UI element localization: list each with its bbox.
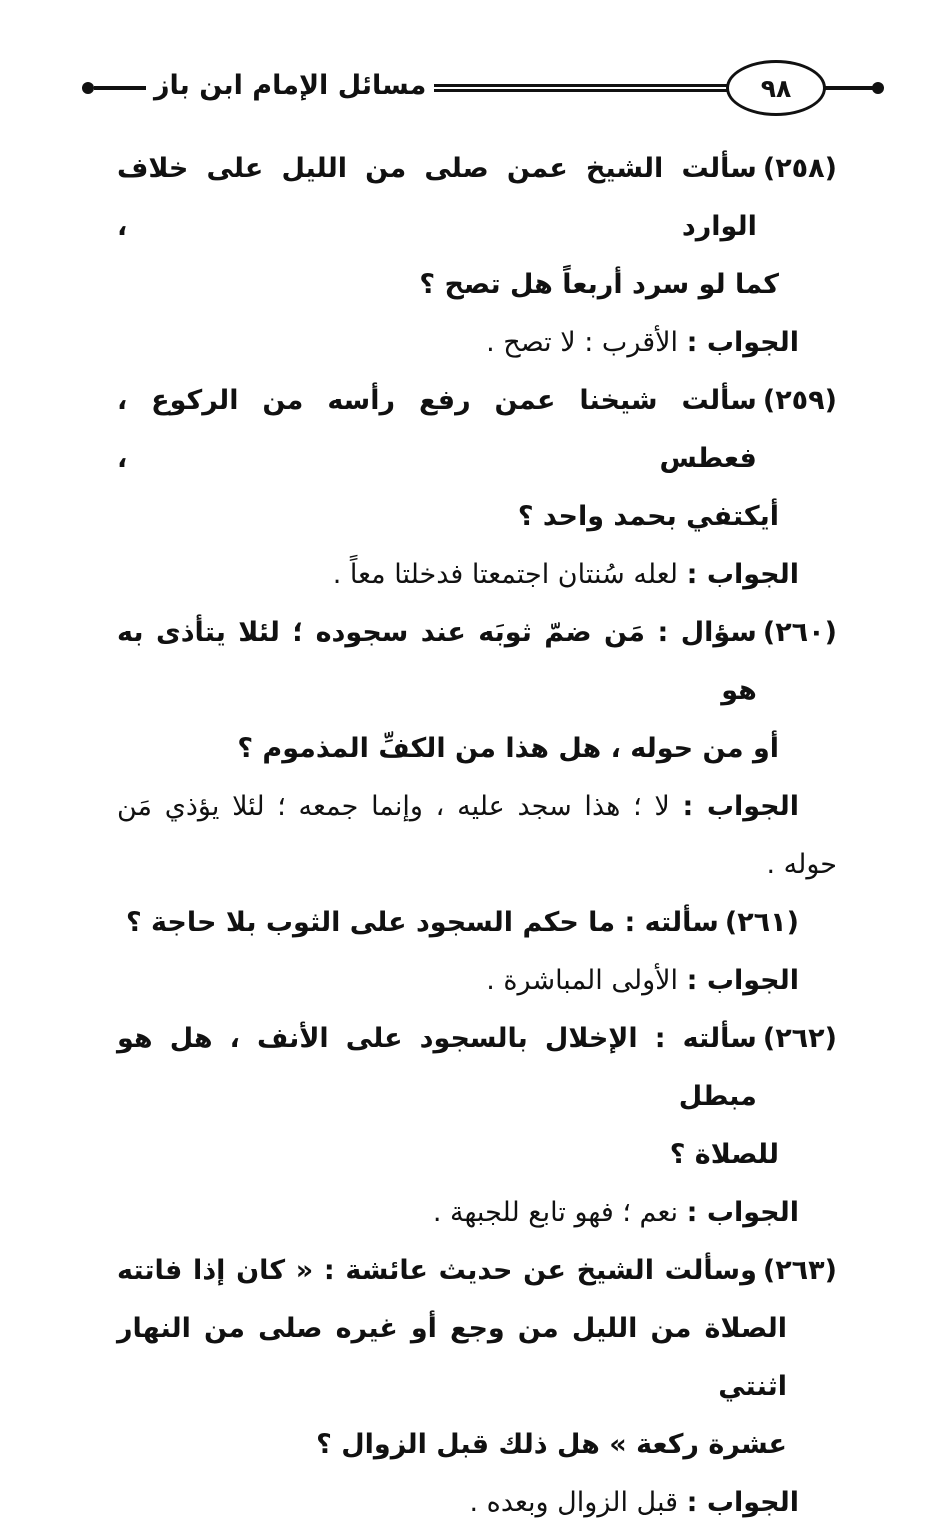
entry-259 (117, 372, 837, 604)
entry-260 (117, 604, 837, 894)
answer-text: الأقرب : لا تصح . (486, 327, 679, 358)
answer-line (117, 778, 837, 836)
running-title: مسائل الإمام ابن باز (146, 70, 434, 101)
entry-number: (٢٦٣) (762, 1255, 837, 1286)
answer-line (117, 1474, 837, 1532)
entry-number: (٢٥٩) (762, 385, 837, 416)
question-text: سؤال : مَن ضمّ ثوبَه عند سجوده ؛ لئلا يتأذى به هو (117, 617, 757, 706)
entry-258 (117, 140, 837, 372)
question-text: سألت شيخنا عمن رفع رأسه من الركوع ، فعطس ، (117, 385, 757, 474)
header-rule-right (824, 86, 876, 90)
question-text: سألته : الإخلال بالسجود على الأنف ، هل هو مبطل (117, 1023, 757, 1112)
answer-text: لا ؛ هذا سجد عليه ، وإنما جمعه ؛ لئلا يؤذي مَن (117, 791, 670, 822)
question-continuation: أو من حوله ، هل هذا من الكفِّ المذموم ؟ (237, 733, 779, 764)
answer-text: لعله سُنتان اجتمعتا فدخلتا معاً . (332, 559, 679, 590)
entry-number: (٢٦٠) (762, 617, 837, 648)
answer-line (117, 314, 837, 372)
question-line (117, 372, 837, 488)
running-header (80, 58, 880, 124)
answer-label: الجواب : (686, 1487, 799, 1518)
header-dot-left (82, 82, 94, 94)
question-text: سألته : ما حكم السجود على الثوب بلا حاجة ؟ (125, 907, 719, 938)
answer-text: الأولى المباشرة . (486, 965, 679, 996)
question-line (117, 140, 837, 256)
question-continuation: عشرة ركعة » هل ذلك قبل الزوال ؟ (316, 1429, 787, 1460)
entry-261 (117, 894, 837, 1010)
entry-number: (٢٦٢) (762, 1023, 837, 1054)
answer-label: الجواب : (682, 791, 799, 822)
page-content (117, 140, 837, 1532)
answer-line (117, 546, 837, 604)
answer-continuation: حوله . (766, 849, 837, 880)
entry-262 (117, 1010, 837, 1242)
answer-line (117, 1184, 837, 1242)
answer-label: الجواب : (686, 965, 799, 996)
entry-263 (117, 1242, 837, 1532)
question-continuation: للصلاة ؟ (669, 1139, 779, 1170)
entry-number: (٢٦١) (724, 907, 799, 938)
page-number: ٩٨ (726, 60, 826, 116)
answer-label: الجواب : (686, 559, 799, 590)
answer-label: الجواب : (686, 1197, 799, 1228)
question-text: وسألت الشيخ عن حديث عائشة : « كان إذا فاتته (117, 1255, 757, 1286)
question-line (117, 1242, 837, 1300)
question-continuation: أيكتفي بحمد واحد ؟ (517, 501, 779, 532)
answer-label: الجواب : (686, 327, 799, 358)
entry-number: (٢٥٨) (762, 153, 837, 184)
question-text: سألت الشيخ عمن صلى من الليل على خلاف الوارد ، (117, 153, 757, 242)
question-line (117, 1010, 837, 1126)
answer-text: قبل الزوال وبعده . (469, 1487, 679, 1518)
header-rule-left (94, 86, 150, 90)
question-line (117, 894, 837, 952)
question-continuation: الصلاة من الليل من وجع أو غيره صلى من النهار اثنتي (117, 1313, 787, 1402)
answer-text: نعم ؛ فهو تابع للجبهة . (432, 1197, 679, 1228)
question-line (117, 604, 837, 720)
question-continuation: كما لو سرد أربعاً هل تصح ؟ (419, 269, 779, 300)
answer-line (117, 952, 837, 1010)
